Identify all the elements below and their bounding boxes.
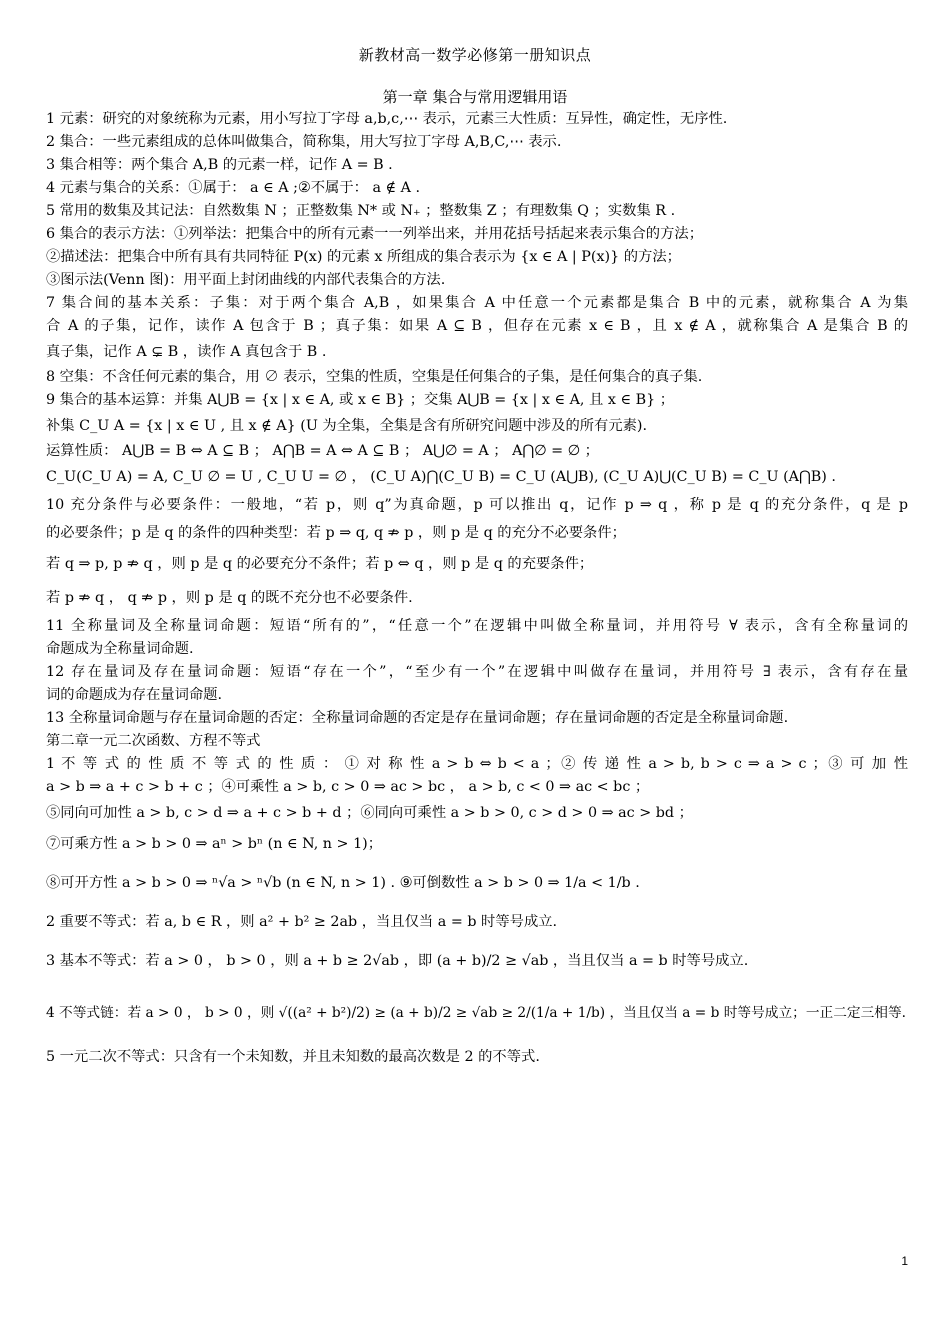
text-line: 合 A 的子集，记作，读作 A 包含于 B ；真子集：如果 A ⊆ B ，但存在元素 x ∈ B ，且 x ∉ A ，就称集合 A 是集合 B 的	[46, 318, 908, 334]
text-line: ⑤同向可加性 a > b, c > d ⇒ a + c > b + d ；⑥同向可乘性 a > b > 0, c > d > 0 ⇒ ac > bd ；	[46, 805, 693, 821]
text-line: 4 不等式链：若 a > 0 ， b > 0 ，则 √((a² + b²)/2) ≥ (a + b)/2 ≥ √ab ≥ 2/(1/a + 1/b) ，当且仅当 a = b 时等号成立；一正二定三相等.	[46, 1005, 907, 1021]
text-line: 11 全称量词及全称量词命题：短语“所有的”，“任意一个”在逻辑中叫做全称量词，并用符号 ∀ 表示，含有全称量词的	[46, 618, 908, 634]
text-line: 若 q ⇒ p, p ⇏ q ，则 p 是 q 的必要充分不条件；若 p ⇔ q ，则 p 是 q 的充要条件；	[46, 556, 594, 572]
notes-body	[46, 108, 908, 1071]
text-line: ⑧可开方性 a > b > 0 ⇒ ⁿ√a > ⁿ√b (n ∈ N, n > 1) . ⑨可倒数性 a > b > 0 ⇒ 1/a < 1/b .	[46, 875, 640, 891]
document-title: 新教材高一数学必修第一册知识点	[358, 46, 592, 64]
text-line: 补集 C_U A = {x | x ∈ U , 且 x ∉ A} (U 为全集，全集是含有所研究问题中涉及的所有元素).	[46, 418, 648, 434]
text-line: 的必要条件；p 是 q 的条件的四种类型：若 p ⇒ q, q ⇏ p ，则 p 是 q 的充分不必要条件；	[46, 525, 626, 541]
text-line: 运算性质： A⋃B = B ⇔ A ⊆ B ； A⋂B = A ⇔ A ⊆ B ； A⋃∅ = A ； A⋂∅ = ∅ ；	[46, 443, 599, 459]
text-line: 6 集合的表示方法：①列举法：把集合中的所有元素一一列举出来，并用花括号括起来表示集合的方法；	[46, 226, 703, 242]
text-line: ⑦可乘方性 a > b > 0 ⇒ aⁿ > bⁿ (n ∈ N, n > 1)；	[46, 836, 383, 852]
text-line: 第二章一元二次函数、方程不等式	[46, 733, 261, 749]
text-line: 10 充分条件与必要条件：一般地，“若 p，则 q”为真命题，p 可以推出 q，记作 p ⇒ q ，称 p 是 q 的充分条件，q 是 p	[46, 497, 908, 513]
text-line: 8 空集：不含任何元素的集合，用 ∅ 表示，空集的性质，空集是任何集合的子集，是任何集合的真子集.	[46, 369, 703, 385]
text-line: 1 元素：研究的对象统称为元素，用小写拉丁字母 a,b,c,⋯ 表示，元素三大性质：互异性，确定性，无序性.	[46, 111, 728, 127]
page-number: 1	[901, 1254, 908, 1268]
text-line: 5 一元二次不等式：只含有一个未知数，并且未知数的最高次数是 2 的不等式.	[46, 1049, 540, 1065]
text-line: 3 基本不等式：若 a > 0 ， b > 0 ，则 a + b ≥ 2√ab ，即 (a + b)/2 ≥ √ab ，当且仅当 a = b 时等号成立.	[46, 953, 749, 969]
text-line: 9 集合的基本运算：并集 A⋃B = {x | x ∈ A, 或 x ∈ B} ；交集 A⋃B = {x | x ∈ A, 且 x ∈ B} ；	[46, 392, 675, 408]
text-line: 5 常用的数集及其记法：自然数集 N ；正整数集 N* 或 N₊ ；整数集 Z ；有理数集 Q ；实数集 R .	[46, 203, 676, 219]
text-line: 3 集合相等：两个集合 A,B 的元素一样，记作 A = B .	[46, 157, 393, 173]
text-line: a > b ⇒ a + c > b + c ；④可乘性 a > b, c > 0 ⇒ ac > bc ， a > b, c < 0 ⇒ ac < bc ；	[46, 779, 650, 795]
text-line: 4 元素与集合的关系：①属于： a ∈ A ;②不属于： a ∉ A .	[46, 180, 421, 196]
text-line: ②描述法：把集合中所有具有共同特征 P(x) 的元素 x 所组成的集合表示为 {x ∈ A | P(x)} 的方法；	[46, 249, 681, 265]
text-line: 词的命题成为存在量词命题.	[46, 687, 223, 703]
chapter-1-title: 第一章 集合与常用逻辑用语	[382, 88, 568, 106]
text-line: 真子集，记作 A ⊊ B ，读作 A 真包含于 B .	[46, 344, 327, 360]
text-line: 2 集合：一些元素组成的总体叫做集合，简称集，用大写拉丁字母 A,B,C,⋯ 表示.	[46, 134, 562, 150]
text-line: ③图示法(Venn 图)：用平面上封闭曲线的内部代表集合的方法.	[46, 272, 446, 288]
text-line: 命题成为全称量词命题.	[46, 641, 194, 657]
text-line: 12 存在量词及存在量词命题：短语“存在一个”，“至少有一个”在逻辑中叫做存在量词，并用符号 ∃ 表示，含有存在量	[46, 664, 908, 680]
text-line: 13 全称量词命题与存在量词命题的否定：全称量词命题的否定是存在量词命题；存在量词命题的否定是全称量词命题.	[46, 710, 789, 726]
text-line: 7 集合间的基本关系：子集：对于两个集合 A,B ，如果集合 A 中任意一个元素都是集合 B 中的元素，就称集合 A 为集	[46, 295, 908, 311]
text-line: C_U(C_U A) = A, C_U ∅ = U , C_U U = ∅ ， (C_U A)⋂(C_U B) = C_U (A⋃B), (C_U A)⋃(C_U B) = C_U (A⋂B) .	[46, 469, 836, 485]
text-line: 2 重要不等式：若 a, b ∈ R ，则 a² + b² ≥ 2ab ，当且仅当 a = b 时等号成立.	[46, 914, 558, 930]
text-line: 1 不 等 式 的 性 质 不 等 式 的 性 质 ： ① 对 称 性 a > b ⇔ b < a ；② 传 递 性 a > b, b > c ⇒ a > c ；③ 可 加 性	[46, 756, 908, 772]
text-line: 若 p ⇏ q ， q ⇏ p ，则 p 是 q 的既不充分也不必要条件.	[46, 590, 413, 606]
